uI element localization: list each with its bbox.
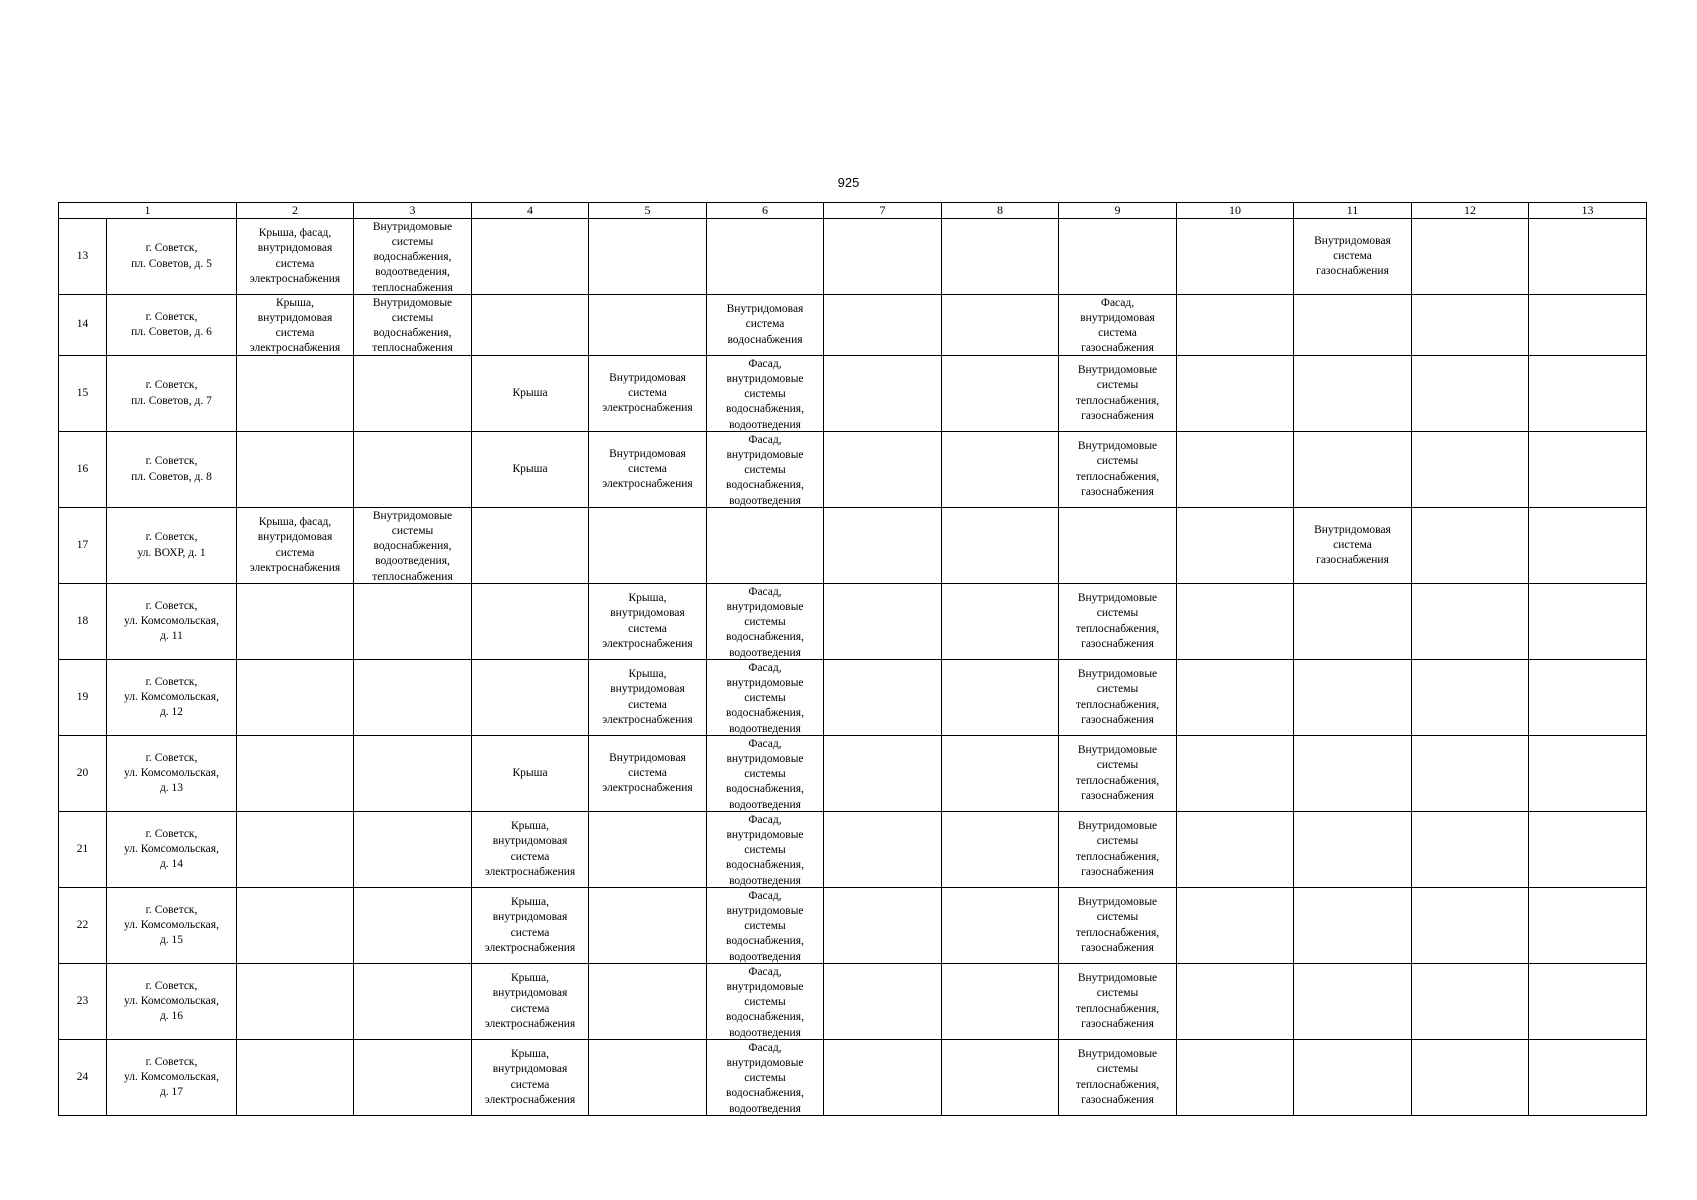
table-row — [59, 295, 1647, 356]
row-number-cell-text: 22 — [76, 918, 89, 931]
work-cell — [942, 660, 1059, 736]
work-cell-text: Внутридомовые системы водоснабжения, теплоснабжения — [372, 296, 453, 355]
work-cell-text: Внутридомовая система водоснабжения — [726, 303, 804, 346]
address-cell-text: г. Советск, ул. Комсомольская, д. 17 — [124, 1055, 219, 1099]
work-cell — [1294, 356, 1412, 432]
work-cell — [1529, 356, 1647, 432]
row-number-cell-text: 15 — [76, 386, 89, 399]
work-cell-text: Внутридомовые системы водоснабжения, водоотведения, теплоснабжения — [372, 220, 453, 294]
work-cell-text: Крыша, внутридомовая система электроснабжения — [249, 296, 341, 355]
work-cell — [942, 964, 1059, 1040]
work-cell — [707, 1040, 824, 1116]
work-cell — [942, 432, 1059, 508]
table-row — [59, 356, 1647, 432]
row-number-cell — [59, 888, 107, 964]
address-cell-text: г. Советск, ул. ВОХР, д. 1 — [137, 531, 206, 559]
header-cell: 3 — [354, 203, 472, 219]
header-cell: 7 — [824, 203, 942, 219]
work-cell — [1529, 888, 1647, 964]
work-cell — [1177, 432, 1294, 508]
work-cell — [1294, 964, 1412, 1040]
work-cell — [1294, 736, 1412, 812]
work-cell — [942, 356, 1059, 432]
work-cell — [589, 660, 707, 736]
work-cell-text: Крыша, фасад, внутридомовая система электроснабжения — [249, 515, 341, 574]
work-cell — [237, 812, 354, 888]
header-cell: 4 — [472, 203, 589, 219]
work-cell — [707, 508, 824, 584]
work-cell — [1177, 356, 1294, 432]
address-cell-text: г. Советск, ул. Комсомольская, д. 15 — [124, 903, 219, 947]
work-cell — [1177, 964, 1294, 1040]
work-cell — [472, 888, 589, 964]
work-cell — [354, 736, 472, 812]
row-number-cell — [59, 508, 107, 584]
address-cell — [107, 736, 237, 812]
address-cell — [107, 812, 237, 888]
work-cell — [1529, 1040, 1647, 1116]
work-cell — [472, 660, 589, 736]
work-cell — [942, 812, 1059, 888]
work-cell — [1177, 736, 1294, 812]
table-row — [59, 432, 1647, 508]
work-cell-text: Фасад, внутридомовые системы водоснабжения, водоотведения — [726, 661, 804, 735]
work-cell-text: Крыша, внутридомовая система электроснабжения — [484, 971, 576, 1030]
work-cell — [1412, 660, 1529, 736]
work-cell — [354, 888, 472, 964]
work-cell — [942, 736, 1059, 812]
work-cell — [472, 812, 589, 888]
address-cell — [107, 432, 237, 508]
work-cell — [1294, 1040, 1412, 1116]
work-cell — [589, 356, 707, 432]
work-cell-text: Внутридомовая система электроснабжения — [602, 371, 693, 415]
work-cell — [354, 964, 472, 1040]
work-cell — [824, 1040, 942, 1116]
work-cell — [472, 1040, 589, 1116]
work-cell — [472, 736, 589, 812]
work-cell — [824, 812, 942, 888]
work-cell — [1294, 584, 1412, 660]
work-cell — [824, 888, 942, 964]
work-cell — [824, 432, 942, 508]
address-cell-text: г. Советск, ул. Комсомольская, д. 14 — [124, 827, 219, 871]
table-header — [59, 203, 1647, 219]
work-cell — [1059, 812, 1177, 888]
row-number-cell-text: 23 — [76, 994, 89, 1007]
work-cell — [1529, 964, 1647, 1040]
work-cell-text: Внутридомовая система газоснабжения — [1314, 234, 1391, 278]
work-cell — [1529, 736, 1647, 812]
work-cell — [354, 508, 472, 584]
work-cell — [707, 812, 824, 888]
work-cell — [1059, 432, 1177, 508]
work-cell-text: Внутридомовые системы теплоснабжения, газоснабжения — [1075, 895, 1160, 954]
work-cell — [1059, 508, 1177, 584]
work-cell — [1059, 736, 1177, 812]
row-number-cell — [59, 295, 107, 356]
work-cell — [237, 584, 354, 660]
work-cell-text: Внутридомовые системы теплоснабжения, газоснабжения — [1075, 591, 1160, 650]
row-number-cell — [59, 660, 107, 736]
work-cell — [1294, 888, 1412, 964]
work-cell — [472, 356, 589, 432]
work-cell-text: Внутридомовая система электроснабжения — [602, 447, 693, 491]
header-cell: 2 — [237, 203, 354, 219]
table-row — [59, 812, 1647, 888]
header-row — [59, 203, 1647, 219]
address-cell — [107, 508, 237, 584]
row-number-cell — [59, 736, 107, 812]
work-cell — [237, 888, 354, 964]
work-cell — [707, 964, 824, 1040]
work-cell — [824, 964, 942, 1040]
table-row — [59, 1040, 1647, 1116]
work-cell — [1177, 508, 1294, 584]
work-cell — [824, 219, 942, 295]
work-cell-text: Внутридомовые системы водоснабжения, водоотведения, теплоснабжения — [372, 509, 453, 583]
work-cell — [707, 356, 824, 432]
work-cell — [1529, 295, 1647, 356]
work-cell — [1294, 660, 1412, 736]
work-cell — [237, 295, 354, 356]
work-cell — [1177, 219, 1294, 295]
work-cell — [472, 432, 589, 508]
row-number-cell — [59, 432, 107, 508]
row-number-cell-text: 17 — [76, 538, 89, 551]
work-cell — [1412, 295, 1529, 356]
address-cell — [107, 356, 237, 432]
work-cell — [824, 295, 942, 356]
work-cell — [354, 584, 472, 660]
row-number-cell-text: 19 — [76, 690, 89, 703]
address-cell — [107, 584, 237, 660]
header-cell: 11 — [1294, 203, 1412, 219]
address-cell — [107, 1040, 237, 1116]
work-cell — [1529, 508, 1647, 584]
work-cell — [1059, 356, 1177, 432]
work-cell — [1529, 812, 1647, 888]
address-cell-text: г. Советск, ул. Комсомольская, д. 12 — [124, 675, 219, 719]
work-cell — [1177, 295, 1294, 356]
work-cell — [707, 660, 824, 736]
row-number-cell-text: 21 — [76, 842, 89, 855]
work-cell — [1059, 660, 1177, 736]
work-cell — [1412, 432, 1529, 508]
header-cell: 5 — [589, 203, 707, 219]
work-cell — [1177, 660, 1294, 736]
work-cell-text: Фасад, внутридомовые системы водоснабжения, водоотведения — [726, 585, 804, 659]
work-cell — [589, 508, 707, 584]
table-row — [59, 219, 1647, 295]
header-cell: 12 — [1412, 203, 1529, 219]
header-cell: 10 — [1177, 203, 1294, 219]
address-cell — [107, 219, 237, 295]
work-cell — [1529, 660, 1647, 736]
work-cell — [1177, 584, 1294, 660]
work-cell — [589, 584, 707, 660]
address-cell — [107, 964, 237, 1040]
work-cell — [942, 584, 1059, 660]
work-cell — [824, 660, 942, 736]
work-cell-text: Крыша, внутридомовая система электроснабжения — [484, 1047, 576, 1106]
work-cell-text: Крыша — [512, 462, 548, 475]
table-row — [59, 964, 1647, 1040]
work-cell — [354, 812, 472, 888]
header-cell: 6 — [707, 203, 824, 219]
address-cell — [107, 888, 237, 964]
work-cell-text: Внутридомовая система газоснабжения — [1314, 523, 1391, 567]
work-cell — [237, 508, 354, 584]
data-table — [58, 202, 1647, 1116]
work-cell — [1412, 1040, 1529, 1116]
page-number: 925 — [837, 175, 860, 190]
row-number-cell-text: 16 — [76, 462, 89, 475]
work-cell — [1294, 295, 1412, 356]
work-cell — [354, 1040, 472, 1116]
work-cell — [942, 508, 1059, 584]
row-number-cell-text: 20 — [76, 766, 89, 779]
work-cell — [1294, 432, 1412, 508]
work-cell — [237, 660, 354, 736]
work-cell — [1412, 356, 1529, 432]
work-cell-text: Фасад, внутридомовые системы водоснабжения, водоотведения — [726, 965, 804, 1039]
work-cell — [472, 508, 589, 584]
work-cell — [1412, 812, 1529, 888]
work-cell-text: Фасад, внутридомовые системы водоснабжения, водоотведения — [726, 1041, 804, 1115]
work-cell — [1177, 812, 1294, 888]
work-cell-text: Внутридомовые системы теплоснабжения, газоснабжения — [1075, 667, 1160, 726]
row-number-cell — [59, 584, 107, 660]
work-cell — [1412, 508, 1529, 584]
work-cell — [942, 295, 1059, 356]
address-cell-text: г. Советск, ул. Комсомольская, д. 11 — [124, 599, 219, 643]
work-cell — [824, 736, 942, 812]
work-cell — [707, 584, 824, 660]
row-number-cell — [59, 1040, 107, 1116]
work-cell — [1412, 584, 1529, 660]
table-row — [59, 736, 1647, 812]
work-cell-text: Внутридомовая система электроснабжения — [602, 751, 693, 795]
work-cell — [237, 432, 354, 508]
work-cell — [472, 964, 589, 1040]
work-cell — [472, 584, 589, 660]
work-cell — [1177, 1040, 1294, 1116]
row-number-cell-text: 18 — [76, 614, 89, 627]
work-cell — [1529, 219, 1647, 295]
work-cell — [942, 219, 1059, 295]
header-cell: 1 — [59, 203, 237, 219]
work-cell-text: Внутридомовые системы теплоснабжения, газоснабжения — [1075, 1047, 1160, 1106]
address-cell-text: г. Советск, ул. Комсомольская, д. 16 — [124, 979, 219, 1023]
work-cell — [1529, 584, 1647, 660]
work-cell — [1059, 584, 1177, 660]
work-cell-text: Фасад, внутридомовая система газоснабжения — [1080, 296, 1155, 355]
work-cell — [354, 356, 472, 432]
work-cell-text: Фасад, внутридомовые системы водоснабжения, водоотведения — [726, 889, 804, 963]
work-cell — [707, 736, 824, 812]
work-cell-text: Крыша — [512, 766, 548, 779]
work-cell — [1529, 432, 1647, 508]
work-cell-text: Крыша, внутридомовая система электроснабжения — [484, 895, 576, 954]
work-cell-text: Внутридомовые системы теплоснабжения, газоснабжения — [1075, 439, 1160, 498]
work-cell — [472, 295, 589, 356]
work-cell — [1294, 219, 1412, 295]
row-number-cell — [59, 964, 107, 1040]
work-cell — [1059, 888, 1177, 964]
work-cell — [354, 432, 472, 508]
work-cell — [354, 295, 472, 356]
work-cell — [1412, 219, 1529, 295]
header-cell: 13 — [1529, 203, 1647, 219]
work-cell — [237, 1040, 354, 1116]
work-cell — [707, 295, 824, 356]
work-cell — [824, 356, 942, 432]
work-cell-text: Фасад, внутридомовые системы водоснабжения, водоотведения — [726, 813, 804, 887]
work-cell — [589, 1040, 707, 1116]
work-cell — [1059, 1040, 1177, 1116]
work-cell-text: Внутридомовые системы теплоснабжения, газоснабжения — [1075, 819, 1160, 878]
address-cell-text: г. Советск, ул. Комсомольская, д. 13 — [124, 751, 219, 795]
work-cell — [824, 508, 942, 584]
work-cell — [707, 888, 824, 964]
work-cell — [707, 219, 824, 295]
work-cell-text: Крыша, внутридомовая система электроснабжения — [602, 667, 693, 726]
work-cell-text: Крыша — [512, 386, 548, 399]
work-cell — [1412, 888, 1529, 964]
work-cell — [1059, 295, 1177, 356]
work-cell — [589, 295, 707, 356]
work-cell — [707, 432, 824, 508]
work-cell-text: Крыша, фасад, внутридомовая система электроснабжения — [249, 226, 341, 285]
address-cell-text: г. Советск, пл. Советов, д. 8 — [131, 455, 212, 483]
work-cell — [1294, 508, 1412, 584]
work-cell-text: Фасад, внутридомовые системы водоснабжения, водоотведения — [726, 357, 804, 431]
work-cell — [354, 219, 472, 295]
row-number-cell — [59, 356, 107, 432]
table-body — [59, 219, 1647, 1116]
work-cell — [237, 964, 354, 1040]
header-cell: 9 — [1059, 203, 1177, 219]
work-cell — [589, 964, 707, 1040]
work-cell — [1059, 964, 1177, 1040]
work-cell — [237, 736, 354, 812]
address-cell-text: г. Советск, пл. Советов, д. 7 — [131, 379, 212, 407]
work-cell — [1412, 736, 1529, 812]
row-number-cell-text: 13 — [76, 249, 89, 262]
row-number-cell-text: 24 — [76, 1070, 89, 1083]
work-cell — [237, 219, 354, 295]
work-cell — [1412, 964, 1529, 1040]
work-cell — [1059, 219, 1177, 295]
work-cell — [589, 219, 707, 295]
address-cell — [107, 660, 237, 736]
work-cell — [824, 584, 942, 660]
work-cell — [942, 1040, 1059, 1116]
row-number-cell — [59, 812, 107, 888]
address-cell — [107, 295, 237, 356]
row-number-cell — [59, 219, 107, 295]
work-cell — [589, 432, 707, 508]
work-cell — [354, 660, 472, 736]
address-cell-text: г. Советск, пл. Советов, д. 6 — [131, 310, 212, 338]
address-cell-text: г. Советск, пл. Советов, д. 5 — [131, 242, 212, 270]
work-cell — [1294, 812, 1412, 888]
work-cell-text: Внутридомовые системы теплоснабжения, газоснабжения — [1075, 743, 1160, 802]
work-cell — [1177, 888, 1294, 964]
table-row — [59, 660, 1647, 736]
table-row — [59, 888, 1647, 964]
work-cell-text: Фасад, внутридомовые системы водоснабжения, водоотведения — [726, 433, 804, 507]
work-cell — [472, 219, 589, 295]
table-row — [59, 584, 1647, 660]
work-cell — [237, 356, 354, 432]
work-cell — [589, 736, 707, 812]
work-cell-text: Крыша, внутридомовая система электроснабжения — [484, 819, 576, 878]
work-cell-text: Внутридомовые системы теплоснабжения, газоснабжения — [1075, 363, 1160, 422]
work-cell-text: Фасад, внутридомовые системы водоснабжения, водоотведения — [726, 737, 804, 811]
work-cell — [942, 888, 1059, 964]
header-cell: 8 — [942, 203, 1059, 219]
work-cell-text: Внутридомовые системы теплоснабжения, газоснабжения — [1075, 971, 1160, 1030]
work-cell — [589, 888, 707, 964]
row-number-cell-text: 14 — [76, 318, 89, 331]
work-cell — [589, 812, 707, 888]
table-row — [59, 508, 1647, 584]
work-cell-text: Крыша, внутридомовая система электроснабжения — [602, 591, 693, 650]
